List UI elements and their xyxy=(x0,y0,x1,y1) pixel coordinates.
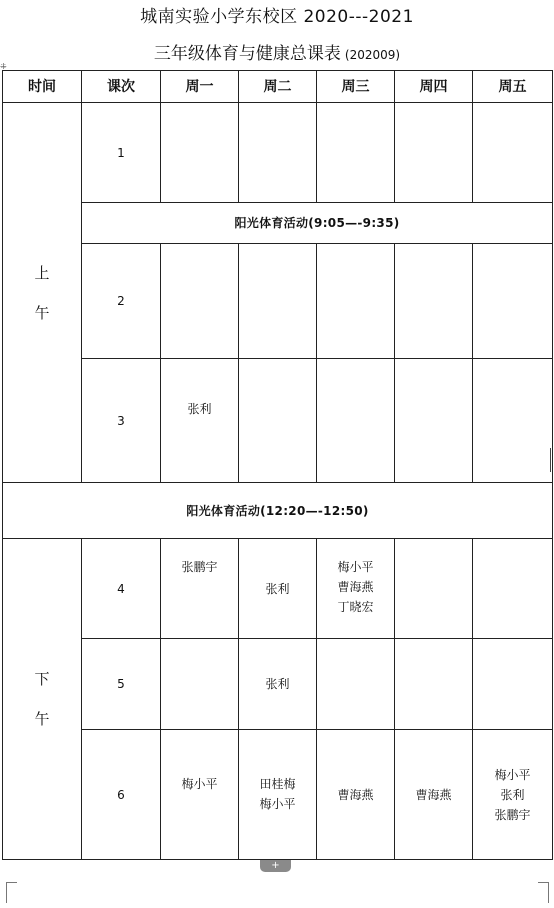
cell-mon-names xyxy=(161,359,238,419)
header-mon: 周一 xyxy=(161,71,239,103)
teacher-name: 张利 xyxy=(187,402,212,416)
header-tue: 周二 xyxy=(239,71,317,103)
activity-row-noon xyxy=(3,483,553,539)
cell-wed[interactable] xyxy=(317,103,395,203)
teacher-name: 曹海燕 xyxy=(337,580,374,594)
add-row-handle-icon[interactable]: + xyxy=(260,860,291,872)
cell-thu[interactable] xyxy=(395,730,473,860)
cell-tue[interactable] xyxy=(239,539,317,639)
afternoon-label-2: 午 xyxy=(34,710,50,728)
cell-tue[interactable] xyxy=(239,359,317,483)
teacher-name: 曹海燕 xyxy=(415,787,452,802)
table-row xyxy=(3,103,553,203)
cell-wed[interactable] xyxy=(317,359,395,483)
period-number: 5 xyxy=(82,639,161,730)
activity-morning: 阳光体育活动(9:05—-9:35) xyxy=(82,203,553,244)
table-row xyxy=(3,359,553,483)
afternoon-label-1: 下 xyxy=(34,670,50,688)
teacher-name: 梅小平 xyxy=(494,767,531,782)
cell-thu[interactable] xyxy=(395,539,473,639)
table-row xyxy=(3,539,553,639)
schedule-code: (202009) xyxy=(344,48,401,62)
page-corner-right xyxy=(538,882,549,903)
cell-thu[interactable] xyxy=(395,244,473,359)
cell-mon[interactable] xyxy=(161,359,239,483)
cell-fri[interactable] xyxy=(473,639,553,730)
table-row xyxy=(3,244,553,359)
teacher-name: 张鹏宇 xyxy=(181,560,218,574)
schedule-title-text: 三年级体育与健康总课表 xyxy=(153,44,341,64)
cell-mon[interactable] xyxy=(161,730,239,860)
teacher-name: 张利 xyxy=(500,787,525,802)
header-period: 课次 xyxy=(82,71,161,103)
header-thu: 周四 xyxy=(395,71,473,103)
cell-mon[interactable] xyxy=(161,244,239,359)
teacher-name: 梅小平 xyxy=(259,797,296,811)
school-title: 城南实验小学东校区 2020---2021 xyxy=(140,7,414,27)
teacher-name: 梅小平 xyxy=(337,560,374,574)
table-row xyxy=(3,639,553,730)
cell-fri[interactable] xyxy=(473,539,553,639)
header-row xyxy=(3,71,553,103)
header-time: 时间 xyxy=(3,71,82,103)
schedule-title xyxy=(0,39,554,64)
cell-tue-names xyxy=(239,730,316,814)
afternoon-label xyxy=(3,539,82,860)
cell-wed-names xyxy=(317,539,394,617)
morning-label-2: 午 xyxy=(34,303,50,322)
activity-noon: 阳光体育活动(12:20—-12:50) xyxy=(3,483,553,539)
cell-fri[interactable] xyxy=(473,730,553,860)
header-wed: 周三 xyxy=(317,71,395,103)
period-number: 2 xyxy=(82,244,161,359)
teacher-name: 张利 xyxy=(265,677,290,691)
cell-fri[interactable] xyxy=(473,359,553,483)
teacher-name: 田桂梅 xyxy=(259,777,296,791)
cell-mon[interactable] xyxy=(161,539,239,639)
teacher-name: 丁晓宏 xyxy=(337,600,374,614)
cell-mon-names xyxy=(161,730,238,794)
cell-wed[interactable] xyxy=(317,639,395,730)
cell-tue[interactable] xyxy=(239,244,317,359)
period-number: 4 xyxy=(82,539,161,639)
cell-wed[interactable] xyxy=(317,244,395,359)
period-number: 1 xyxy=(82,103,161,203)
teacher-name: 张鹏宇 xyxy=(494,807,531,822)
cell-wed[interactable] xyxy=(317,730,395,860)
period-number: 6 xyxy=(82,730,161,860)
cell-wed[interactable] xyxy=(317,539,395,639)
cell-tue[interactable] xyxy=(239,103,317,203)
page-corner-left xyxy=(6,882,17,903)
cell-mon[interactable] xyxy=(161,103,239,203)
schedule-table xyxy=(2,70,553,860)
morning-label xyxy=(3,103,82,483)
activity-row-morning xyxy=(3,203,553,244)
cell-fri[interactable] xyxy=(473,244,553,359)
cell-thu[interactable] xyxy=(395,103,473,203)
cell-fri[interactable] xyxy=(473,103,553,203)
teacher-name: 曹海燕 xyxy=(337,787,374,802)
cell-thu[interactable] xyxy=(395,639,473,730)
cell-thu[interactable] xyxy=(395,359,473,483)
cell-mon[interactable] xyxy=(161,639,239,730)
table-move-anchor-icon[interactable]: ⁜ xyxy=(0,62,7,71)
teacher-name: 梅小平 xyxy=(181,777,218,791)
page-edge-marker xyxy=(550,448,551,472)
header-fri: 周五 xyxy=(473,71,553,103)
teacher-name: 张利 xyxy=(265,581,290,596)
period-number: 3 xyxy=(82,359,161,483)
table-row xyxy=(3,730,553,860)
cell-tue[interactable] xyxy=(239,730,317,860)
morning-label-1: 上 xyxy=(34,263,50,282)
cell-tue[interactable] xyxy=(239,639,317,730)
cell-mon-names xyxy=(161,539,238,577)
